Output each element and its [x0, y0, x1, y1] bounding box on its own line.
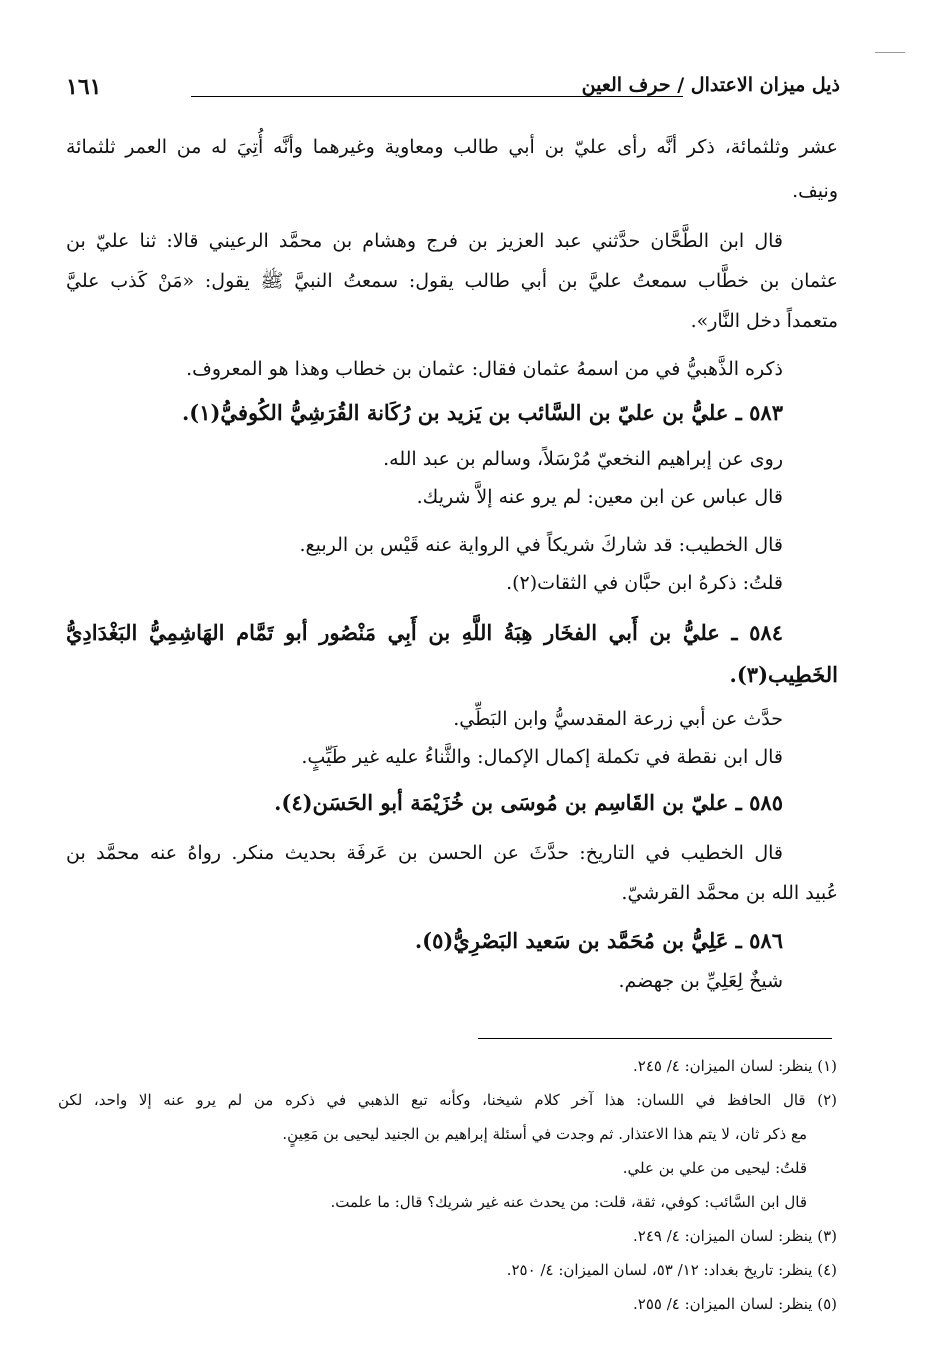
footnote-1: (١) ينظر: لسان الميزان: ٤/ ٢٤٥. [632, 1057, 837, 1075]
body-line: قال الخطيب: قد شاركَ شريكاً في الرواية عنه قَيْس بن الربيع. [299, 534, 783, 556]
body-line: قلتُ: ذكرهُ ابن حبَّان في الثقات(٢). [506, 572, 783, 594]
body-line: ونيف. [792, 180, 838, 202]
footnote-5: (٥) ينظر: لسان الميزان: ٤/ ٢٥٥. [632, 1295, 837, 1313]
body-line: عثمان بن خطَّاب سمعتُ عليَّ بن أبي طالب يقول: سمعتُ النبيَّ ﷺ يقول: «مَنْ كَذب عليَّ [66, 270, 838, 292]
entry-heading-584-cont: الخَطِيب(٣). [729, 662, 838, 687]
body-line: قال الخطيب في التاريخ: حدَّثَ عن الحسن بن عَرفَة بحديث منكر. رواهُ عنه محمَّد بن [66, 842, 783, 864]
entry-heading-583: ٥٨٣ ـ عليُّ بن عليّ بن السَّائب بن يَزيد بن رُكَانة القُرَشِيُّ الكُوفيُّ(١). [181, 400, 783, 425]
body-line: متعمداً دخل النَّار». [690, 310, 838, 332]
entry-heading-586: ٥٨٦ ـ عَلِيُّ بن مُحَمَّد بن سَعيد البَصْرِيُّ(٥). [414, 928, 783, 953]
body-line: قال ابن الطَّحَّان حدَّثني عبد العزيز بن فرج وهشام بن محمَّد الرعيني قالا: ثنا عليّ بن [66, 230, 783, 252]
footnote-4: (٤) ينظر: تاريخ بغداد: ١٢/ ٥٣، لسان الميزان: ٤/ ٢٥٠. [506, 1261, 837, 1279]
footnote-3: (٣) ينظر: لسان الميزان: ٤/ ٢٤٩. [632, 1227, 837, 1245]
running-title: ذيل ميزان الاعتدال / حرف العين [581, 74, 840, 96]
page-number: ١٦١ [66, 74, 102, 100]
body-line: ذكره الذَّهبيُّ في من اسمهُ عثمان فقال: عثمان بن خطاب وهذا هو المعروف. [186, 358, 783, 380]
page-header [66, 74, 840, 110]
body-line: روى عن إبراهيم النخعيّ مُرْسَلاً، وسالم بن عبد الله. [383, 448, 783, 470]
entry-heading-584: ٥٨٤ ـ عليُّ بن أَبي الفخَار هِبَةُ اللَّهِ بن أَبِي مَنْصُور أبو تَمَّام الهَاشِمِيُّ البَغْدَادِيُّ [66, 620, 783, 645]
entry-heading-585: ٥٨٥ ـ عليّ بن القَاسِم بن مُوسَى بن خُزَيْمَة أبو الحَسَن(٤). [274, 790, 783, 815]
body-line: قال ابن نقطة في تكملة إكمال الإكمال: والثَّناءُ عليه غير طَيِّبٍ. [301, 746, 783, 768]
footnote-2: (٢) قال الحافظ في اللسان: هذا آخر كلام شيخنا، وكأنه تبع الذهبي في ذكره من لم يرو عنه إلا واحد، لكن [58, 1091, 837, 1109]
footnote-2-cont: قال ابن السَّائب: كوفي، ثقة، قلت: من يحدث عنه غير شريك؟ قال: ما علمت. [330, 1193, 807, 1211]
body-line: قال عباس عن ابن معين: لم يرو عنه إلاَّ شريك. [416, 486, 783, 508]
header-rule [191, 96, 683, 97]
page-corner-mark [875, 52, 905, 53]
body-line: عشر وثلثمائة، ذكر أنَّه رأى عليّ بن أبي طالب ومعاوية وغيرهما وأنَّه أُتِيَ له من العمر ثلثمائة [66, 136, 838, 158]
footnote-rule [478, 1038, 832, 1039]
footnote-2-cont: قلتُ: ليحيى من علي بن علي. [622, 1159, 807, 1177]
footnote-2-cont: مع ذكر ثان، لا يتم هذا الاعتذار. ثم وجدت في أسئلة إبراهيم بن الجنيد ليحيى بن مَعِينٍ. [282, 1125, 807, 1143]
body-line: عُبيد الله بن محمَّد القرشيّ. [621, 882, 838, 904]
body-line: حدَّث عن أبي زرعة المقدسيُّ وابن البَطِّي. [453, 708, 783, 730]
body-line: شيخٌ لِعَلِيِّ بن جهضم. [618, 970, 783, 992]
